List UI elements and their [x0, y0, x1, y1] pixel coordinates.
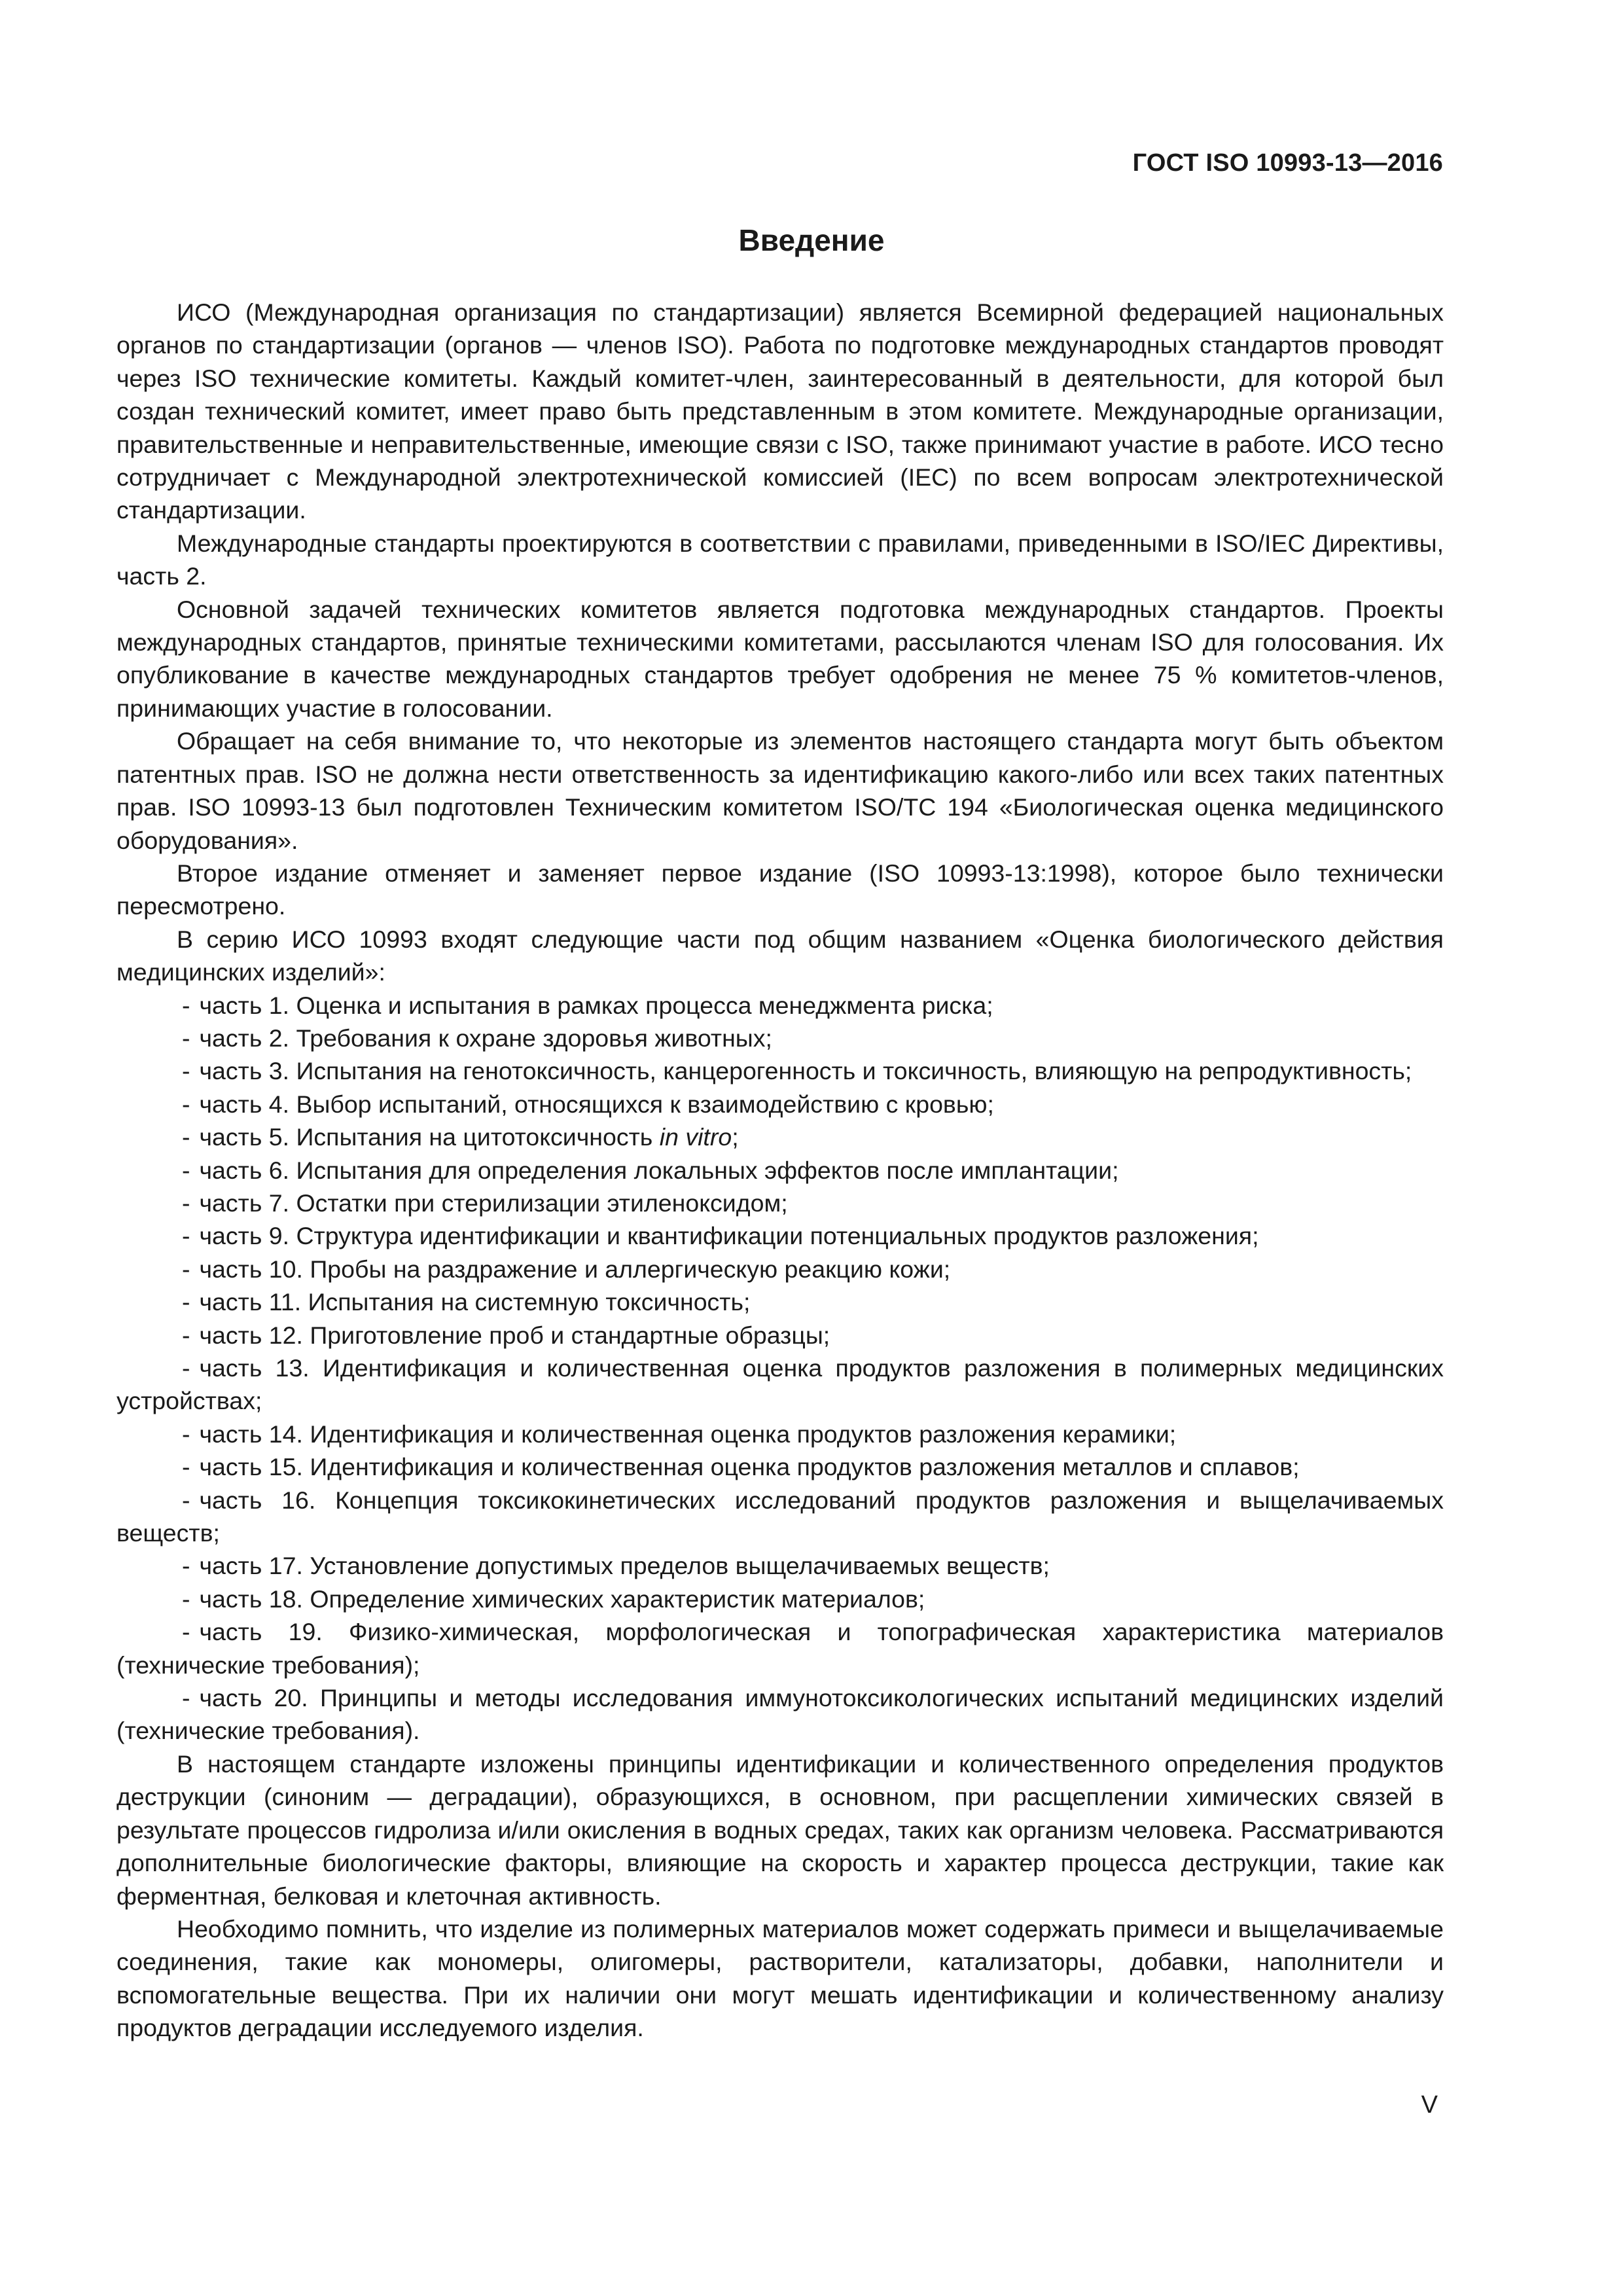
paragraph: Необходимо помнить, что изделие из полимерных материалов может содержать примеси и выщелачиваемые соединения, такие как мономеры, олигомеры, растворители, катализаторы, добавки, наполнители и вспомогательные вещества. При их наличии они могут мешать идентификации и количественному анализу продуктов деградации исследуемого изделия.: [116, 1914, 1444, 2042]
section-title: Введение: [738, 223, 885, 257]
list-item: [116, 1319, 1444, 1352]
list-item: [116, 1549, 1444, 1582]
list-item-text: часть 12. Приготовление проб и стандартные образцы;: [199, 1321, 830, 1349]
page-number: V: [1421, 2091, 1438, 2119]
list-dash: -: [182, 1156, 190, 1184]
list-item-text: часть 2. Требования к охране здоровья животных;: [199, 1024, 772, 1052]
list-item: [116, 1121, 1444, 1153]
list-item-text: часть 4. Выбор испытаний, относящихся к взаимодействию с кровью;: [199, 1090, 994, 1118]
list-item: [116, 1352, 1444, 1418]
list-item: [116, 1615, 1444, 1681]
list-item: [116, 1583, 1444, 1615]
list-dash: -: [182, 1453, 190, 1481]
document-body: [116, 296, 1444, 2045]
list-item-text: часть 18. Определение химических характеристик материалов;: [199, 1585, 925, 1613]
paragraph: Основной задачей технических комитетов является подготовка международных стандартов. Проекты международных стандартов, принятые техническими комитетами, рассылаются членам ISO для голосования. Их опубликование в качестве международных стандартов требует одобрения не менее 75 % комитетов-членов, принимающих участие в голосовании.: [116, 595, 1444, 722]
list-dash: -: [182, 1354, 190, 1382]
list-item: [116, 1219, 1444, 1252]
list-item-italic: in vitro: [659, 1123, 732, 1151]
list-item-text: часть 11. Испытания на системную токсичность;: [199, 1288, 751, 1316]
list-item-text: часть 6. Испытания для определения локальных эффектов после имплантации;: [199, 1156, 1119, 1184]
list-item-text: часть 1. Оценка и испытания в рамках процесса менеджмента риска;: [199, 991, 993, 1019]
list-item-text: часть 16. Концепция токсикокинетических исследований продуктов разложения и выщелачиваемых веществ;: [116, 1486, 1444, 1547]
list-item: [116, 1450, 1444, 1483]
list-item-text: часть 9. Структура идентификации и квантификации потенциальных продуктов разложения;: [199, 1222, 1259, 1250]
list-dash: -: [182, 1090, 190, 1118]
list-item-text: ;: [732, 1123, 739, 1151]
list-dash: -: [182, 1222, 190, 1250]
paragraph: ИСО (Международная организация по стандартизации) является Всемирной федерацией национальных органов по стандартизации (органов — членов ISO). Работа по подготовке международных стандартов проводят через ISO технические комитеты. Каждый комитет-член, заинтересованный в деятельности, для которой был создан технический комитет, имеет право быть представленным в этом комитете. Международные организации, правительственные и неправительственные, имеющие связи с ISO, также принимают участие в работе. ИСО тесно сотрудничает с Международной электротехнической комиссией (IEC) по всем вопросам электротехнической стандартизации.: [116, 298, 1444, 524]
list-item: [116, 1022, 1444, 1054]
list-dash: -: [182, 1618, 190, 1646]
list-dash: -: [182, 1684, 190, 1712]
list-item-text: часть 3. Испытания на генотоксичность, канцерогенность и токсичность, влияющую на репродуктивность;: [199, 1057, 1412, 1085]
list-item: [116, 1054, 1444, 1087]
list-item: [116, 1088, 1444, 1121]
list-item-text: часть 17. Установление допустимых пределов выщелачиваемых веществ;: [199, 1552, 1050, 1580]
list-item-text: часть 5. Испытания на цитотоксичность: [199, 1123, 660, 1151]
list-item-text: часть 15. Идентификация и количественная оценка продуктов разложения металлов и сплавов;: [199, 1453, 1300, 1481]
list-dash: -: [182, 1486, 190, 1514]
list-dash: -: [182, 1189, 190, 1217]
list-dash: -: [182, 1123, 190, 1151]
list-dash: -: [182, 991, 190, 1019]
paragraph: В настоящем стандарте изложены принципы идентификации и количественного определения продуктов деструкции (синоним — деградации), образующихся, в основном, при расщеплении химических связей в результате процессов гидролиза и/или окисления в водных средах, таких как организм человека. Рассматриваются дополнительные биологические факторы, влияющие на скорость и характер процесса деструкции, такие как ферментная, белковая и клеточная активность.: [116, 1749, 1444, 1910]
list-item-text: часть 19. Физико-химическая, морфологическая и топографическая характеристика материалов (технические требования);: [116, 1618, 1444, 1679]
list-item-text: часть 13. Идентификация и количественная оценка продуктов разложения в полимерных медицинских устройствах;: [116, 1354, 1444, 1415]
document-code: ГОСТ ISO 10993-13—2016: [1132, 149, 1443, 177]
list-dash: -: [182, 1420, 190, 1448]
list-dash: -: [182, 1585, 190, 1613]
list-item: [116, 1681, 1444, 1748]
list-item: [116, 1253, 1444, 1285]
list-item: [116, 1484, 1444, 1550]
list-item-text: часть 7. Остатки при стерилизации этиленоксидом;: [199, 1189, 788, 1217]
list-dash: -: [182, 1288, 190, 1316]
list-item: [116, 1285, 1444, 1318]
list-item-text: часть 10. Пробы на раздражение и аллергическую реакцию кожи;: [199, 1255, 951, 1283]
list-item-text: часть 20. Принципы и методы исследования иммунотоксикологических испытаний медицинских изделий (технические требования).: [116, 1684, 1444, 1745]
paragraph: Обращает на себя внимание то, что некоторые из элементов настоящего стандарта могут быть объектом патентных прав. ISO не должна нести ответственность за идентификацию какого-либо или всех таких патентных прав. ISO 10993-13 был подготовлен Техническим комитетом ISO/TC 194 «Биологическая оценка медицинского оборудования».: [116, 727, 1444, 854]
list-dash: -: [182, 1255, 190, 1283]
list-item: [116, 989, 1444, 1022]
list-item: [116, 1418, 1444, 1450]
paragraph: Второе издание отменяет и заменяет первое издание (ISO 10993-13:1998), которое было технически пересмотрено.: [116, 859, 1444, 920]
list-item: [116, 1187, 1444, 1219]
list-dash: -: [182, 1057, 190, 1085]
list-dash: -: [182, 1552, 190, 1580]
list-dash: -: [182, 1024, 190, 1052]
list-dash: -: [182, 1321, 190, 1349]
paragraph: Международные стандарты проектируются в соответствии с правилами, приведенными в ISO/IEC Директивы, часть 2.: [116, 529, 1444, 590]
paragraph: В серию ИСО 10993 входят следующие части под общим названием «Оценка биологического действия медицинских изделий»:: [116, 925, 1444, 986]
list-item-text: часть 14. Идентификация и количественная оценка продуктов разложения керамики;: [199, 1420, 1177, 1448]
list-item: [116, 1154, 1444, 1187]
